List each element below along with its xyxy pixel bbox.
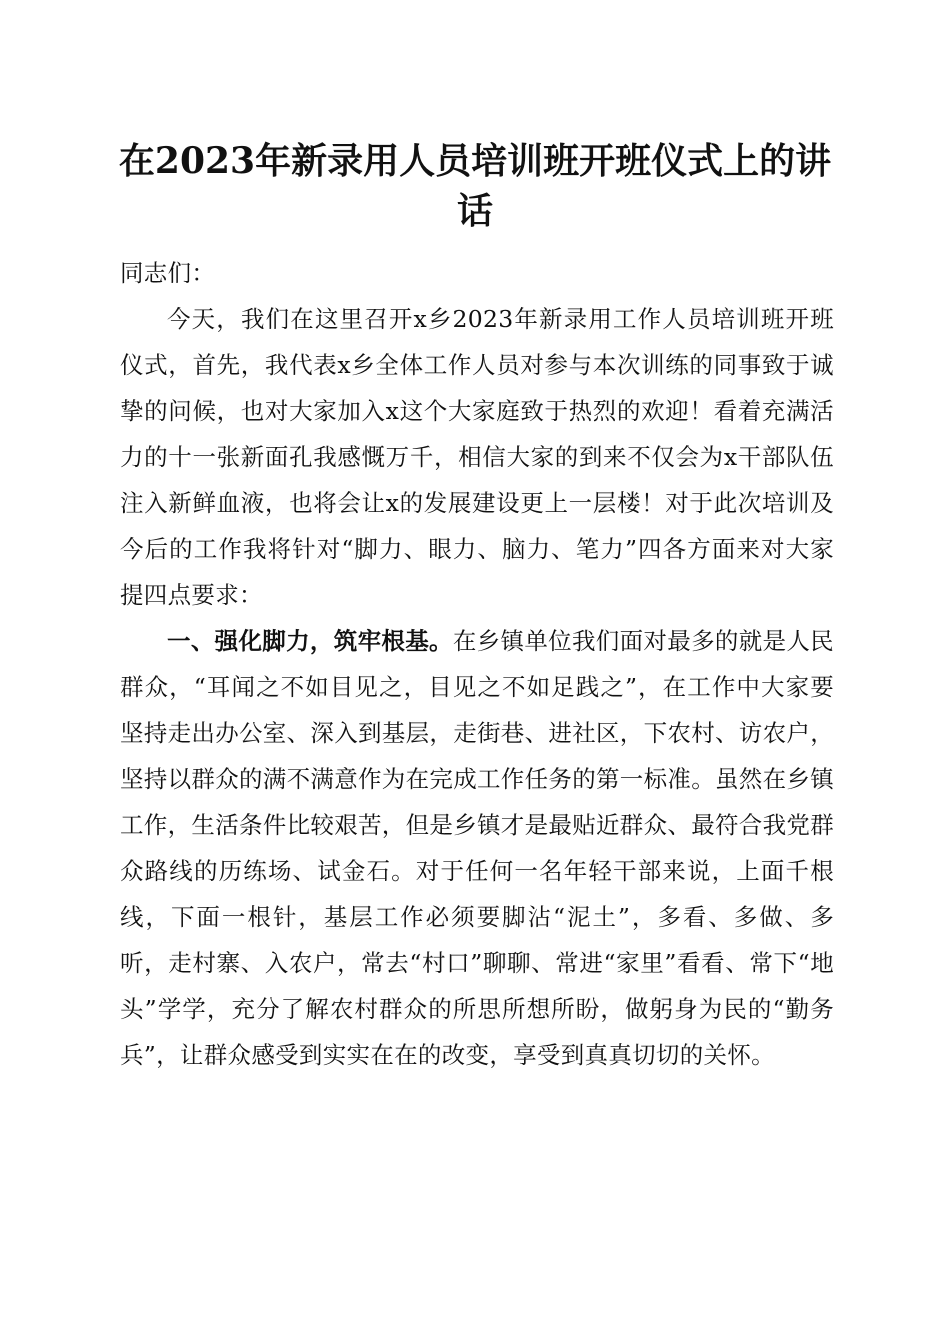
document-body	[120, 250, 834, 1078]
salutation: 同志们：	[120, 259, 216, 287]
paragraph-intro	[120, 296, 834, 618]
point-one-heading: 一、强化脚力，筑牢根基。	[167, 627, 453, 655]
document-title: 在2023年新录用人员培训班开班仪式上的讲话	[118, 140, 832, 232]
paragraph-intro-text: 今天，我们在这里召开x乡2023年新录用工作人员培训班开班仪式，首先，我代表x乡全体工作人员对参与本次训练的同事致于诚挚的问候，也对大家加入x这个大家庭致于热烈的欢迎！看着充满活力的十一张新面孔我感慨万千，相信大家的到来不仅会为x干部队伍注入新鲜血液，也将会让x的发展建设更上一层楼！对于此次培训及今后的工作我将针对“脚力、眼力、脑力、笔力”四各方面来对大家提四点要求：	[120, 305, 834, 609]
paragraph-point-one	[120, 618, 834, 1078]
point-one-text: 在乡镇单位我们面对最多的就是人民群众，“耳闻之不如目见之，目见之不如足践之”，在工作中大家要坚持走出办公室、深入到基层，走街巷、进社区，下农村、访农户，坚持以群众的满不满意作为在完成工作任务的第一标准。虽然在乡镇工作，生活条件比较艰苦，但是乡镇才是最贴近群众、最符合我党群众路线的历练场、试金石。对于任何一名年轻干部来说，上面千根线，下面一根针，基层工作必须要脚沾“泥土”，多看、多做、多听，走村寨、入农户，常去“村口”聊聊、常进“家里”看看、常下“地头”学学，充分了解农村群众的所思所想所盼，做躬身为民的“勤务兵”，让群众感受到实实在在的改变，享受到真真切切的关怀。	[120, 627, 834, 1069]
